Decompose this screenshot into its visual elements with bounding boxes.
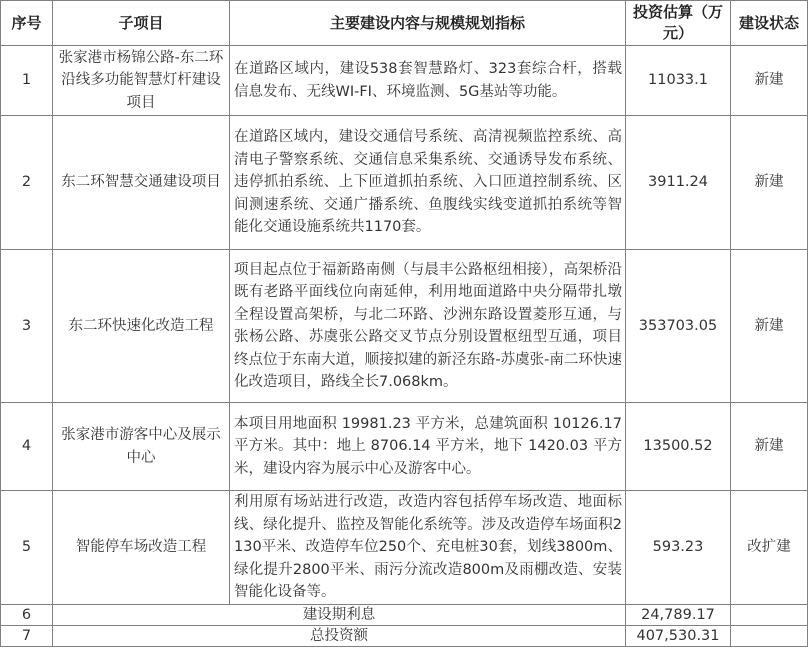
row-name: 智能停车场改造工程 [53, 491, 230, 605]
table-row [1, 250, 808, 403]
row-name: 张家港市游客中心及展示中心 [53, 403, 230, 491]
row-invest: 593.23 [626, 491, 731, 605]
row-name: 东二环智慧交通建设项目 [53, 116, 230, 250]
row-seq: 2 [1, 116, 53, 250]
header-row [1, 1, 808, 46]
row-name: 东二环快速化改造工程 [53, 250, 230, 403]
row-invest: 13500.52 [626, 403, 731, 491]
summary-row-interest [1, 604, 808, 625]
row-status: 新建 [731, 116, 808, 250]
row-invest: 11033.1 [626, 46, 731, 116]
table-row [1, 403, 808, 491]
row-name: 张家港市杨锦公路-东二环沿线多功能智慧灯杆建设项目 [53, 46, 230, 116]
header-content: 主要建设内容与规模规划指标 [230, 1, 626, 46]
header-seq: 序号 [1, 1, 53, 46]
summary-status [731, 625, 808, 646]
row-desc: 在道路区域内，建设交通信号系统、高清视频监控系统、高清电子警察系统、交通信息采集系统、交通诱导发布系统、违停抓拍系统、上下匝道抓拍系统、入口匝道控制系统、区间测速系统、交通广播系统、鱼腹线实线变道抓拍系统等智能化交通设施系统共1170套。 [230, 116, 626, 250]
header-status: 建设状态 [731, 1, 808, 46]
summary-invest: 407,530.31 [626, 625, 731, 646]
table-row [1, 491, 808, 605]
header-investment: 投资估算（万元） [626, 1, 731, 46]
row-invest: 3911.24 [626, 116, 731, 250]
row-invest: 353703.05 [626, 250, 731, 403]
summary-label: 建设期利息 [53, 604, 626, 625]
row-status: 改扩建 [731, 491, 808, 605]
row-desc: 在道路区域内，建设538套智慧路灯、323套综合杆，搭载信息发布、无线WI-FI、环境监测、5G基站等功能。 [230, 46, 626, 116]
summary-row-total [1, 625, 808, 646]
row-seq: 5 [1, 491, 53, 605]
row-seq: 4 [1, 403, 53, 491]
summary-seq: 6 [1, 604, 53, 625]
summary-seq: 7 [1, 625, 53, 646]
row-status: 新建 [731, 46, 808, 116]
header-subproject: 子项目 [53, 1, 230, 46]
summary-status [731, 604, 808, 625]
table-row [1, 46, 808, 116]
row-desc: 项目起点位于福新路南侧（与晨丰公路枢纽相接），高架桥沿既有老路平面线位向南延伸，利用地面道路中央分隔带扎墩全程设置高架桥，与北二环路、沙洲东路设置菱形互通，与张杨公路、苏虞张公路交叉节点分别设置枢纽型互通，项目终点位于东南大道，顺接拟建的新泾东路-苏虞张-南二环快速化改造项目，路线全长7.068km。 [230, 250, 626, 403]
row-desc: 本项目用地面积 19981.23 平方米，总建筑面积 10126.17 平方米。其中：地上 8706.14 平方米，地下 1420.03 平方米，建设内容为展示中心及游客中心。 [230, 403, 626, 491]
row-status: 新建 [731, 403, 808, 491]
row-seq: 1 [1, 46, 53, 116]
summary-label: 总投资额 [53, 625, 626, 646]
summary-invest: 24,789.17 [626, 604, 731, 625]
table-row [1, 116, 808, 250]
row-seq: 3 [1, 250, 53, 403]
row-status: 新建 [731, 250, 808, 403]
row-desc: 利用原有场站进行改造，改造内容包括停车场改造、地面标线、绿化提升、监控及智能化系统等。涉及改造停车场面积2130平米、改造停车位250个、充电桩30套，划线3800m、绿化提升2800平米、雨污分流改造800m及雨棚改造、安装智能化设备等。 [230, 491, 626, 605]
